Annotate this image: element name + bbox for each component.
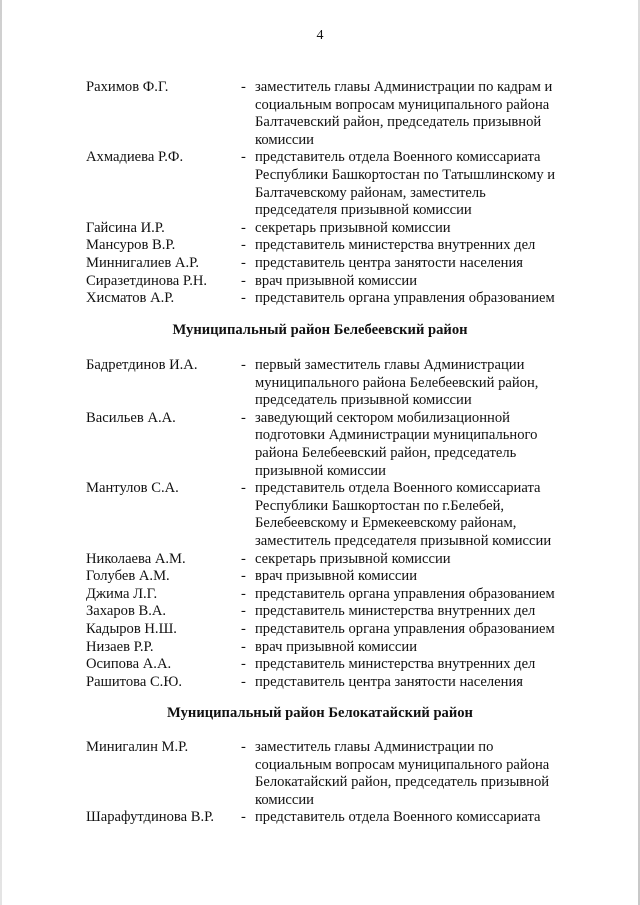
member-dash: - bbox=[241, 739, 246, 755]
member-name: Миннигалиев А.Р. bbox=[86, 254, 200, 271]
member-role: представитель органа управления образованием bbox=[255, 585, 555, 602]
member-role: представитель отдела Военного комиссариата Республики Башкортостан по Татышлинскому и Балтачевскому районам, заместитель председателя призывной комиссии bbox=[255, 149, 556, 219]
member-row bbox=[0, 603, 640, 621]
member-name: Захаров В.А. bbox=[86, 603, 167, 620]
member-row bbox=[0, 79, 640, 149]
member-name: Кадыров Н.Ш. bbox=[86, 620, 177, 637]
member-name: Низаев Р.Р. bbox=[86, 638, 154, 655]
member-dash: - bbox=[241, 237, 246, 254]
member-name: Бадретдинов И.А. bbox=[86, 357, 198, 373]
member-dash: - bbox=[241, 620, 246, 637]
member-role: представитель отдела Военного комиссариата Республики Башкортостан по г.Белебей, Белебеевскому и Ермекеевскому районам, заместитель председателя призывной комиссии bbox=[255, 480, 552, 549]
member-dash: - bbox=[241, 585, 246, 602]
member-role: представитель центра занятости населения bbox=[255, 254, 523, 271]
member-name: Ахмадиева Р.Ф. bbox=[86, 149, 184, 166]
member-dash: - bbox=[241, 272, 246, 289]
member-dash: - bbox=[241, 809, 246, 826]
member-name: Мантулов С.А. bbox=[86, 480, 179, 497]
member-row bbox=[0, 290, 640, 308]
member-dash: - bbox=[241, 638, 246, 655]
member-role: врач призывной комиссии bbox=[255, 272, 417, 289]
member-row bbox=[0, 255, 640, 273]
member-name: Осипова А.А. bbox=[86, 656, 172, 673]
member-role: представитель органа управления образованием bbox=[255, 290, 555, 307]
member-list-baltachevsky bbox=[0, 79, 640, 308]
member-role: заместитель главы Администрации по кадрам и социальным вопросам муниципального района Балтачевский район, председатель призывной комиссии bbox=[255, 79, 553, 148]
member-dash: - bbox=[241, 357, 246, 373]
member-dash: - bbox=[241, 290, 246, 307]
member-name: Николаева А.М. bbox=[86, 550, 186, 567]
member-row bbox=[0, 551, 640, 569]
member-name: Сиразетдинова Р.Н. bbox=[86, 272, 208, 289]
member-row bbox=[0, 149, 640, 219]
member-name: Шарафутдинова В.Р. bbox=[86, 809, 215, 826]
member-role: секретарь призывной комиссии bbox=[255, 219, 451, 236]
member-dash: - bbox=[241, 149, 246, 166]
member-role: заведующий сектором мобилизационной подготовки Администрации муниципального района Белебеевский район, председатель призывной комиссии bbox=[255, 409, 538, 479]
member-row bbox=[0, 237, 640, 255]
section-heading-belokataysky: Муниципальный район Белокатайский район bbox=[167, 705, 473, 721]
member-row bbox=[0, 739, 640, 809]
member-row bbox=[0, 809, 640, 827]
member-dash: - bbox=[241, 254, 246, 271]
member-role: представитель министерства внутренних дел bbox=[255, 603, 536, 620]
member-dash: - bbox=[241, 568, 246, 585]
member-role: представитель центра занятости населения bbox=[255, 673, 523, 690]
member-row bbox=[0, 568, 640, 586]
member-row bbox=[0, 656, 640, 674]
member-row bbox=[0, 674, 640, 692]
member-dash: - bbox=[241, 603, 246, 620]
member-row bbox=[0, 639, 640, 657]
member-name: Рашитова С.Ю. bbox=[86, 673, 182, 690]
member-dash: - bbox=[241, 550, 246, 567]
member-row bbox=[0, 410, 640, 480]
member-role: врач призывной комиссии bbox=[255, 638, 417, 655]
member-role: первый заместитель главы Администрации муниципального района Белебеевский район, председатель призывной комиссии bbox=[255, 357, 539, 409]
member-role: заместитель главы Администрации по социальным вопросам муниципального района Белокатайский район, председатель призывной комиссии bbox=[255, 739, 550, 808]
member-row bbox=[0, 273, 640, 291]
member-row bbox=[0, 220, 640, 238]
member-list-belebeevsky bbox=[0, 357, 640, 691]
member-name: Гайсина И.Р. bbox=[86, 219, 165, 236]
member-row bbox=[0, 621, 640, 639]
member-dash: - bbox=[241, 656, 246, 673]
member-name: Рахимов Ф.Г. bbox=[86, 79, 169, 95]
member-name: Васильев А.А. bbox=[86, 409, 176, 426]
member-name: Хисматов А.Р. bbox=[86, 290, 175, 307]
section-heading-belebeevsky: Муниципальный район Белебеевский район bbox=[172, 322, 468, 338]
member-name: Мансуров В.Р. bbox=[86, 237, 176, 254]
member-row bbox=[0, 586, 640, 604]
member-role: представитель министерства внутренних дел bbox=[255, 656, 536, 673]
page-number: 4 bbox=[316, 28, 324, 43]
member-name: Минигалин М.Р. bbox=[86, 739, 189, 755]
member-role: представитель отдела Военного комиссариата bbox=[255, 809, 541, 826]
member-role: представитель органа управления образованием bbox=[255, 620, 555, 637]
member-role: представитель министерства внутренних дел bbox=[255, 237, 536, 254]
member-dash: - bbox=[241, 79, 246, 95]
member-role: секретарь призывной комиссии bbox=[255, 550, 451, 567]
member-dash: - bbox=[241, 480, 246, 497]
member-dash: - bbox=[241, 409, 246, 426]
member-list-belokataysky bbox=[0, 739, 640, 827]
member-name: Джима Л.Г. bbox=[86, 585, 158, 602]
member-row bbox=[0, 480, 640, 550]
member-name: Голубев А.М. bbox=[86, 568, 170, 585]
member-dash: - bbox=[241, 219, 246, 236]
member-role: врач призывной комиссии bbox=[255, 568, 417, 585]
member-dash: - bbox=[241, 673, 246, 690]
member-row bbox=[0, 357, 640, 410]
